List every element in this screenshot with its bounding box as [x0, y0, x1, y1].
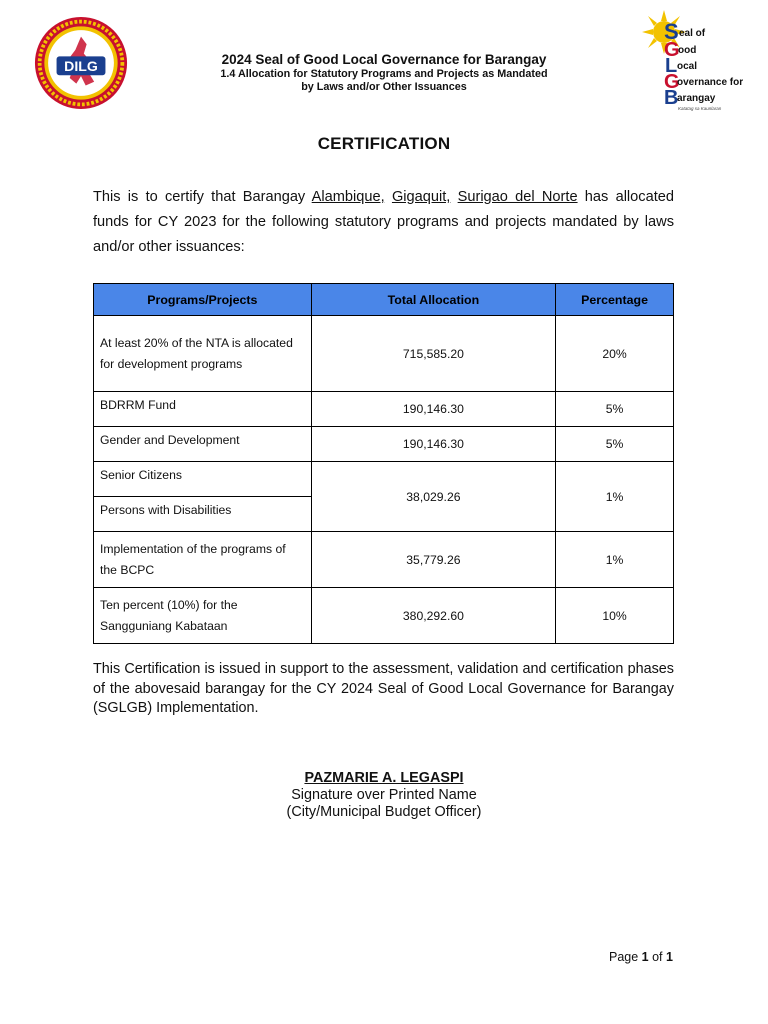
table-row [94, 427, 674, 462]
percentage-cell: 10% [556, 588, 674, 644]
sglgb-initial-g2: G [664, 71, 680, 93]
sglgb-initial-l: L [665, 55, 678, 77]
allocation-cell: 35,779.26 [311, 532, 555, 588]
sglgb-line-1: eal of [679, 28, 706, 39]
header-subtitle-line2: by Laws and/or Other Issuances [301, 81, 467, 93]
program-cell: Senior Citizens [94, 462, 312, 497]
sglgb-tagline: Katatag sa Kaunlaran [678, 106, 722, 111]
intro-prefix: This is to certify that Barangay [93, 189, 312, 205]
intro-paragraph [93, 185, 674, 260]
province-name: Surigao del Norte [457, 189, 578, 205]
sglgb-line-5: arangay [677, 93, 716, 104]
document-header [140, 52, 628, 94]
sglgb-initial-s: S [664, 19, 679, 44]
program-cell: Persons with Disabilities [94, 497, 312, 532]
sglgb-initial-b: B [664, 87, 679, 109]
program-cell: Implementation of the programs of the BCPC [94, 532, 312, 588]
program-cell: Gender and Development [94, 427, 312, 462]
percentage-cell: 1% [556, 532, 674, 588]
table-row [94, 532, 674, 588]
header-subtitle-line1: 1.4 Allocation for Statutory Programs and Projects as Mandated [220, 68, 548, 80]
header-title: 2024 Seal of Good Local Governance for Barangay [221, 52, 547, 67]
sglgb-logo-icon [640, 8, 760, 112]
sglgb-line-3: ocal [677, 61, 698, 72]
page-of: of [648, 950, 666, 964]
intro-suffix: has allocated funds for CY 2023 for the following statutory programs and projects mandated by laws and/or other issuances: [93, 189, 674, 255]
page-total: 1 [666, 950, 673, 964]
header-total-allocation: Total Allocation [311, 284, 555, 316]
allocation-cell: 190,146.30 [311, 427, 555, 462]
page-prefix: Page [609, 950, 642, 964]
table-header-row [94, 284, 674, 316]
sglgb-initial-g1: G [664, 39, 680, 61]
allocation-cell: 715,585.20 [311, 316, 555, 392]
page-current: 1 [641, 950, 649, 964]
allocation-table [93, 283, 674, 644]
header-programs: Programs/Projects [94, 284, 312, 316]
barangay-name: Alambique, [311, 189, 385, 205]
program-cell: Ten percent (10%) for the Sangguniang Kabataan [94, 588, 312, 644]
allocation-cell: 38,029.26 [311, 462, 555, 532]
table-row [94, 588, 674, 644]
percentage-cell: 1% [556, 462, 674, 532]
signature-caption: Signature over Printed Name [291, 787, 477, 803]
dilg-seal-icon [34, 16, 128, 110]
certification-title: CERTIFICATION [317, 134, 451, 153]
sglgb-line-2: ood [678, 45, 697, 56]
sglgb-line-4: overnance for [677, 77, 744, 88]
table-row [94, 316, 674, 392]
signatory-position: (City/Municipal Budget Officer) [286, 804, 482, 820]
signatory-name: PAZMARIE A. LEGASPI [304, 770, 464, 786]
table-row [94, 462, 674, 497]
program-cell: BDRRM Fund [94, 392, 312, 427]
allocation-cell: 380,292.60 [311, 588, 555, 644]
table-row [94, 392, 674, 427]
percentage-cell: 5% [556, 427, 674, 462]
header-percentage: Percentage [556, 284, 674, 316]
allocation-cell: 190,146.30 [311, 392, 555, 427]
signature-block [0, 770, 768, 821]
municipality-name: Gigaquit, [391, 189, 451, 205]
percentage-cell: 20% [556, 316, 674, 392]
program-cell: At least 20% of the NTA is allocated for development programs [94, 316, 312, 392]
closing-paragraph: This Certification is issued in support to the assessment, validation and certification phases of the abovesaid barangay for the CY 2024 Seal of Good Local Governance for Barangay (SGLGB) Implementation. [93, 661, 674, 716]
dilg-logo-text: DILG [64, 57, 98, 74]
percentage-cell: 5% [556, 392, 674, 427]
page-number [609, 950, 673, 964]
